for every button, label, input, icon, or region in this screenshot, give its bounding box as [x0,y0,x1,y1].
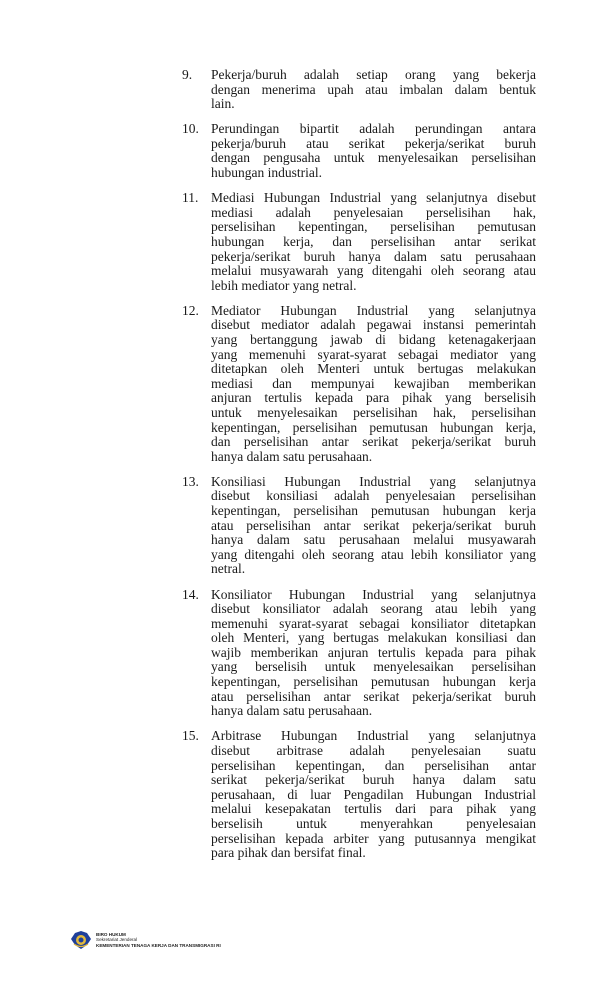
item-number: 14. [182,586,199,602]
list-item [182,122,536,180]
footer-line-3: KEMENTERIAN TENAGA KERJA DAN TRANSMIGRASI RI [96,942,221,948]
item-text-line: kepentingan, perselisihan pemutusan hubungan kerja [211,674,536,690]
item-text-line: hubungan industrial. [211,165,322,181]
item-text-line: lain. [211,96,235,112]
item-number: 13. [182,473,199,489]
item-text-line: perselisihan kepentingan, perselisihan pemutusan [211,219,536,235]
item-text-line: serikat pekerja/serikat buruh hanya dalam satu [211,772,536,788]
item-text-line: kepentingan, perselisihan pemutusan hubungan kerja, [211,419,536,435]
item-text-line: dengan menerima upah atau imbalan dalam bentuk [211,81,536,97]
item-text-line: oleh Menteri, yang bertugas melakukan konsiliasi dan [211,630,536,646]
ministry-logo-icon [70,930,92,950]
list-item [182,68,536,112]
item-text-line: berselisih untuk menyerahkan penyelesaian [211,815,536,831]
item-number: 9. [182,67,193,82]
item-text-line: hubungan kerja, dan perselisihan antar serikat [211,233,536,249]
item-text-line: kepentingan, perselisihan pemutusan hubungan kerja [211,503,536,519]
item-text-line: yang memenuhi syarat-syarat sebagai mediator yang [211,346,536,362]
list-item [182,475,536,577]
list-item [182,588,536,719]
item-text-line: lebih mediator yang netral. [211,277,357,293]
item-text-line: Perundingan bipartit adalah perundingan antara [211,121,536,137]
item-text-line: hanya dalam satu perusahaan. [211,703,373,719]
item-text-line: melalui musyawarah yang ditengahi oleh seorang atau [211,263,536,279]
list-item [182,304,536,465]
item-text-line: yang bertanggung jawab di bidang ketenagakerjaan [211,332,536,347]
item-text-line: hanya dalam satu perusahaan. [211,448,373,464]
item-text-line: pekerja/buruh atau serikat pekerja/serikat buruh [211,135,536,151]
item-text-line: disebut konsiliasi adalah penyelesaian perselisihan [211,488,536,504]
item-text-line: atau perselisihan antar serikat pekerja/serikat buruh [211,688,536,704]
footer-line-1: BIRO HUKUM [96,931,126,937]
item-text-line: perselisihan kepentingan, dan perselisihan antar [211,757,536,773]
item-text-line: Mediator Hubungan Industrial yang selanjutnya [211,302,536,318]
footer [70,930,221,950]
item-number: 11. [182,190,199,206]
item-text-line: Mediasi Hubungan Industrial yang selanjutnya disebut [211,190,536,206]
item-text-line: Konsiliasi Hubungan Industrial yang selanjutnya [211,473,536,489]
item-text-line: yang ditengahi oleh seorang atau lebih konsiliator yang [211,546,536,562]
list-item [182,191,536,293]
item-text-line: wajib memberikan anjuran tertulis kepada para pihak [211,644,536,660]
item-text-line: ditetapkan oleh Menteri untuk bertugas melakukan [211,361,536,377]
item-text-line: netral. [211,561,246,577]
item-number: 12. [182,302,199,318]
item-text-line: memenuhi syarat-syarat sebagai konsiliator ditetapkan [211,615,536,631]
item-text-line: mediasi adalah penyelesaian perselisihan hak, [211,204,536,220]
item-text-line: perusahaan, di luar Pengadilan Hubungan Industrial [211,786,536,802]
item-text-line: dan perselisihan antar serikat pekerja/serikat buruh [211,434,536,450]
item-text-line: mediasi dan mempunyai kewajiban memberikan [211,375,536,391]
item-text-line: pekerja/serikat buruh hanya dalam satu perusahaan [211,248,536,264]
item-text-line: para pihak dan bersifat final. [211,845,366,861]
item-text-line: atau perselisihan antar serikat pekerja/serikat buruh [211,517,536,533]
item-text-line: perselisihan kepada arbiter yang putusannya mengikat [211,830,536,846]
item-number: 10. [182,121,199,137]
item-text-line: disebut arbitrase adalah penyelesaian suatu [211,742,536,758]
item-text-line: yang berselisih untuk menyelesaikan perselisihan [211,659,536,675]
footer-line-2: Sekretariat Jenderal [96,937,138,943]
item-text-line: anjuran tertulis kepada para pihak yang berselisih [211,390,536,406]
item-text-line: untuk menyelesaikan perselisihan hak, perselisihan [211,404,536,420]
item-text-line: Arbitrase Hubungan Industrial yang selanjutnya [211,728,536,744]
definition-list [182,68,536,871]
item-text-line: hanya dalam satu perusahaan melalui musyawarah [211,532,536,548]
item-text-line: Konsiliator Hubungan Industrial yang selanjutnya [211,586,536,602]
item-text-line: dengan pengusaha untuk menyelesaikan perselisihan [211,150,536,166]
item-text-line: disebut mediator adalah pegawai instansi pemerintah [211,317,536,333]
item-number: 15. [182,728,199,744]
item-text-line: Pekerja/buruh adalah setiap orang yang bekerja [211,67,536,82]
item-text-line: disebut konsiliator adalah seorang atau lebih yang [211,601,536,617]
list-item [182,729,536,860]
item-text-line: melalui kesepakatan tertulis dari para pihak yang [211,801,536,817]
